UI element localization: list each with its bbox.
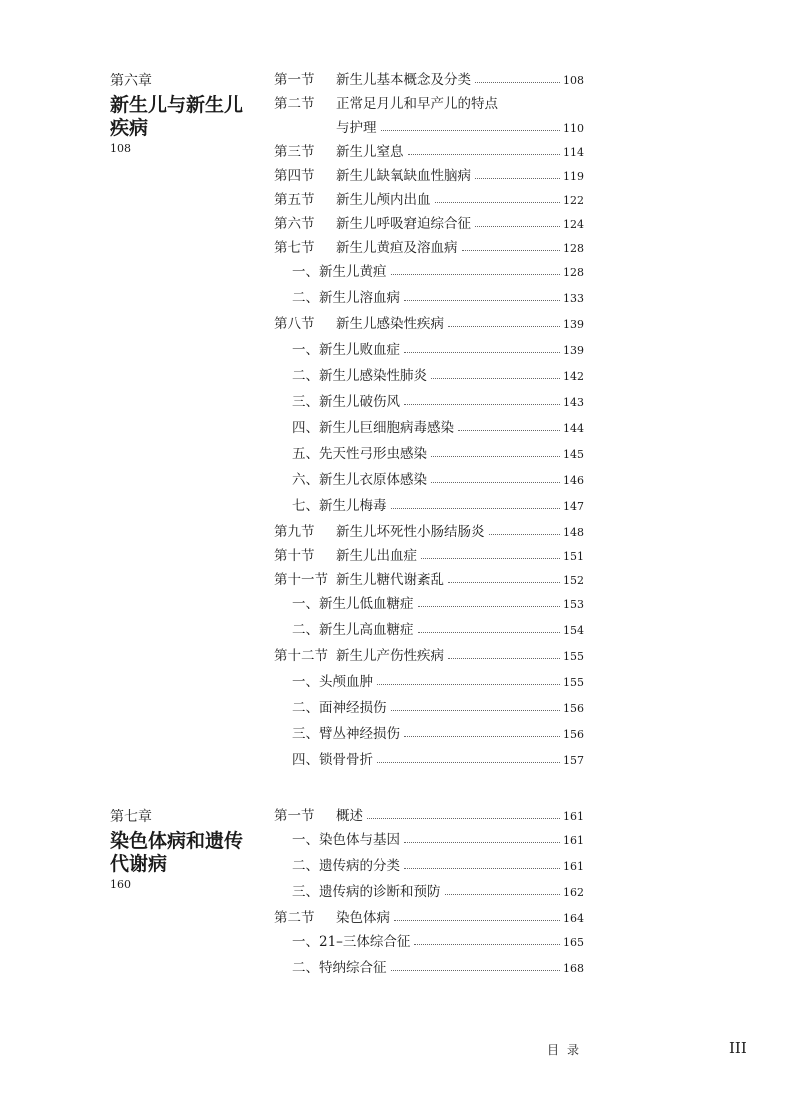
toc-entry-title: 新生儿败血症	[319, 342, 400, 358]
toc-entry-number: 七、	[292, 498, 319, 514]
chapter-title-line: 染色体病和遗传	[110, 830, 244, 852]
toc-dot-leader	[418, 632, 561, 633]
toc-entry-title: 新生儿出血症	[336, 548, 417, 564]
toc-entry-page: 148	[563, 526, 584, 539]
chapter-title	[110, 94, 260, 140]
toc-entry[interactable]	[274, 186, 584, 208]
toc-dot-leader	[408, 154, 561, 155]
toc-entry-page: 146	[563, 474, 584, 487]
toc-entry-title: 与护理	[336, 120, 377, 136]
toc-entry-page: 164	[563, 912, 584, 925]
toc-dot-leader	[431, 482, 560, 483]
toc-entry[interactable]	[274, 466, 584, 488]
toc-dot-leader	[421, 558, 560, 559]
toc-entry-number: 二、	[292, 700, 319, 716]
toc-entry-number: 第七节	[274, 240, 315, 256]
toc-entry-number: 第九节	[274, 524, 315, 540]
toc-dot-leader	[431, 378, 560, 379]
toc-entry[interactable]	[274, 746, 584, 768]
toc-dot-leader	[404, 868, 560, 869]
toc-entry-number: 第十节	[274, 548, 315, 564]
toc-entry-page: 154	[563, 624, 584, 637]
toc-entry[interactable]	[274, 826, 584, 848]
toc-entry-title: 新生儿产伤性疾病	[336, 648, 444, 664]
toc-entry-title: 臂丛神经损伤	[319, 726, 400, 742]
toc-entry-page: 133	[563, 292, 584, 305]
chapter-title-line: 新生儿与新生儿	[110, 94, 244, 116]
toc-entry-page: 152	[563, 574, 584, 587]
toc-entry[interactable]	[274, 114, 584, 136]
toc-entry-page: 139	[563, 318, 584, 331]
toc-entry-number: 一、	[292, 342, 319, 358]
toc-entry[interactable]	[274, 852, 584, 874]
toc-entry-title: 新生儿感染性肺炎	[319, 368, 427, 384]
toc-entry-title: 新生儿坏死性小肠结肠炎	[336, 524, 485, 540]
toc-entry[interactable]	[274, 90, 584, 112]
toc-entry-title: 染色体病	[336, 910, 390, 926]
toc-entry-page: 145	[563, 448, 584, 461]
chapter-title-line: 疾病	[110, 117, 149, 139]
toc-entry-number: 第三节	[274, 144, 315, 160]
toc-dot-leader	[394, 920, 560, 921]
toc-entry-title: 概述	[336, 808, 363, 824]
toc-entry[interactable]	[274, 234, 584, 256]
toc-entry[interactable]	[274, 694, 584, 716]
toc-entry-number: 一、	[292, 674, 319, 690]
toc-dot-leader	[377, 762, 560, 763]
toc-entry[interactable]	[274, 440, 584, 462]
toc-entry-page: 156	[563, 728, 584, 741]
toc-entry-title: 新生儿黄疸及溶血病	[336, 240, 458, 256]
toc-dot-leader	[475, 178, 560, 179]
toc-entry[interactable]	[274, 362, 584, 384]
toc-entry[interactable]	[274, 258, 584, 280]
toc-entry-page: 128	[563, 242, 584, 255]
toc-entry[interactable]	[274, 492, 584, 514]
toc-entry-number: 二、	[292, 368, 319, 384]
toc-entry-title: 特纳综合征	[319, 960, 387, 976]
toc-dot-leader	[391, 710, 561, 711]
toc-entry-page: 168	[563, 962, 584, 975]
toc-entry[interactable]	[274, 388, 584, 410]
toc-dot-leader	[448, 658, 560, 659]
toc-entry-page: 162	[563, 886, 584, 899]
toc-entry-title: 新生儿缺氧缺血性脑病	[336, 168, 471, 184]
toc-entry-page: 119	[563, 170, 584, 183]
toc-entry-number: 二、	[292, 858, 319, 874]
toc-entry[interactable]	[274, 284, 584, 306]
toc-entry-number: 第二节	[274, 96, 315, 112]
toc-entry-title: 新生儿溶血病	[319, 290, 400, 306]
toc-dot-leader	[404, 736, 560, 737]
toc-entry-number: 一、	[292, 832, 319, 848]
chapter-page: 108	[110, 142, 131, 155]
toc-entry-number: 第二节	[274, 910, 315, 926]
toc-entry-page: 108	[563, 74, 584, 87]
toc-entry-number: 三、	[292, 394, 319, 410]
toc-entry-title: 正常足月儿和早产儿的特点	[336, 96, 498, 112]
toc-entry[interactable]	[274, 310, 584, 332]
toc-entry-title: 新生儿黄疸	[319, 264, 387, 280]
toc-entry-number: 第四节	[274, 168, 315, 184]
toc-entry-number: 第十一节	[274, 572, 328, 588]
toc-dot-leader	[445, 894, 561, 895]
toc-entry-number: 第一节	[274, 72, 315, 88]
toc-entry[interactable]	[274, 878, 584, 900]
toc-entry-title: 锁骨骨折	[319, 752, 373, 768]
chapter-6-heading	[110, 72, 260, 156]
toc-entry[interactable]	[274, 720, 584, 742]
chapter-page: 160	[110, 878, 131, 891]
toc-entry-page: 153	[563, 598, 584, 611]
toc-entry-title: 先天性弓形虫感染	[319, 446, 427, 462]
toc-entry-page: 157	[563, 754, 584, 767]
toc-entry-number: 第六节	[274, 216, 315, 232]
toc-entry-title: 头颅血肿	[319, 674, 373, 690]
toc-entry[interactable]	[274, 954, 584, 976]
toc-entry[interactable]	[274, 590, 584, 612]
toc-entry-title: 新生儿颅内出血	[336, 192, 431, 208]
toc-entry-number: 六、	[292, 472, 319, 488]
toc-entry-number: 第一节	[274, 808, 315, 824]
toc-entry-number: 三、	[292, 884, 319, 900]
toc-entry-page: 155	[563, 650, 584, 663]
toc-dot-leader	[448, 582, 560, 583]
toc-entry-page: 161	[563, 810, 584, 823]
chapter-title-line: 代谢病	[110, 853, 168, 875]
toc-entry-page: 151	[563, 550, 584, 563]
toc-entry-title: 面神经损伤	[319, 700, 387, 716]
toc-entry-number: 二、	[292, 622, 319, 638]
toc-dot-leader	[448, 326, 560, 327]
toc-dot-leader	[431, 456, 560, 457]
toc-dot-leader	[435, 202, 561, 203]
chapter-label: 第七章	[110, 809, 152, 825]
toc-entry-number: 二、	[292, 290, 319, 306]
toc-entry-title: 新生儿基本概念及分类	[336, 72, 471, 88]
toc-entry-title: 染色体与基因	[319, 832, 400, 848]
toc-entry-number: 第八节	[274, 316, 315, 332]
toc-dot-leader	[418, 606, 561, 607]
toc-dot-leader	[489, 534, 561, 535]
toc-entry[interactable]	[274, 566, 584, 588]
toc-entry-number: 第十二节	[274, 648, 328, 664]
toc-entry-number: 四、	[292, 752, 319, 768]
toc-entry-title: 新生儿窒息	[336, 144, 404, 160]
footer-page-number: III	[729, 1039, 747, 1057]
toc-entry-title: 新生儿感染性疾病	[336, 316, 444, 332]
toc-entry-page: 147	[563, 500, 584, 513]
toc-entry-page: 143	[563, 396, 584, 409]
toc-entry[interactable]	[274, 802, 584, 824]
toc-dot-leader	[475, 82, 560, 83]
toc-entry-title: 新生儿衣原体感染	[319, 472, 427, 488]
toc-dot-leader	[404, 352, 560, 353]
chapter-title	[110, 830, 260, 876]
toc-entry-number: 一、	[292, 596, 319, 612]
toc-entry[interactable]	[274, 210, 584, 232]
toc-entry-page: 139	[563, 344, 584, 357]
toc-entry[interactable]	[274, 928, 584, 950]
toc-entry[interactable]	[274, 542, 584, 564]
toc-dot-leader	[391, 274, 561, 275]
toc-entry-page: 144	[563, 422, 584, 435]
toc-dot-leader	[381, 130, 561, 131]
toc-entry[interactable]	[274, 66, 584, 88]
toc-entry-page: 122	[563, 194, 584, 207]
toc-dot-leader	[391, 970, 561, 971]
toc-dot-leader	[458, 430, 560, 431]
toc-dot-leader	[367, 818, 560, 819]
footer-section-label: 目录	[547, 1043, 588, 1057]
toc-entry[interactable]	[274, 518, 584, 540]
toc-entry-page: 156	[563, 702, 584, 715]
toc-entry-page: 110	[563, 122, 584, 135]
toc-entry-title: 新生儿呼吸窘迫综合征	[336, 216, 471, 232]
toc-entry[interactable]	[274, 616, 584, 638]
toc-entry-page: 142	[563, 370, 584, 383]
toc-entry-page: 114	[563, 146, 584, 159]
toc-entry-number: 五、	[292, 446, 319, 462]
toc-entry-title: 遗传病的分类	[319, 858, 400, 874]
chapter-7-heading	[110, 808, 260, 892]
toc-entry-title: 新生儿高血糖症	[319, 622, 414, 638]
toc-dot-leader	[475, 226, 560, 227]
toc-entry-page: 165	[563, 936, 584, 949]
toc-dot-leader	[414, 944, 560, 945]
toc-dot-leader	[391, 508, 561, 509]
toc-entry[interactable]	[274, 162, 584, 184]
toc-entry[interactable]	[274, 904, 584, 926]
toc-entry-title: 新生儿破伤风	[319, 394, 400, 410]
toc-entry-title: 新生儿梅毒	[319, 498, 387, 514]
toc-entry-page: 128	[563, 266, 584, 279]
toc-entry-title: 新生儿低血糖症	[319, 596, 414, 612]
toc-entry-page: 155	[563, 676, 584, 689]
toc-entry[interactable]	[274, 668, 584, 690]
toc-dot-leader	[377, 684, 560, 685]
toc-entry-page: 161	[563, 860, 584, 873]
toc-dot-leader	[404, 842, 560, 843]
toc-entry[interactable]	[274, 138, 584, 160]
chapter-label: 第六章	[110, 73, 152, 89]
toc-entry-title: 新生儿糖代谢紊乱	[336, 572, 444, 588]
toc-entry[interactable]	[274, 414, 584, 436]
toc-entry-number: 第五节	[274, 192, 315, 208]
toc-entry-number: 一、	[292, 934, 319, 950]
toc-entry-title: 新生儿巨细胞病毒感染	[319, 420, 454, 436]
toc-dot-leader	[404, 300, 560, 301]
toc-entry-title: 遗传病的诊断和预防	[319, 884, 441, 900]
toc-dot-leader	[404, 404, 560, 405]
toc-entry[interactable]	[274, 336, 584, 358]
toc-entry-number: 二、	[292, 960, 319, 976]
toc-entry[interactable]	[274, 642, 584, 664]
toc-entry-number: 一、	[292, 264, 319, 280]
toc-dot-leader	[462, 250, 561, 251]
toc-entry-number: 三、	[292, 726, 319, 742]
toc-entry-number: 四、	[292, 420, 319, 436]
toc-entry-title: 21–三体综合征	[319, 934, 411, 950]
toc-entry-page: 124	[563, 218, 584, 231]
toc-entry-page: 161	[563, 834, 584, 847]
